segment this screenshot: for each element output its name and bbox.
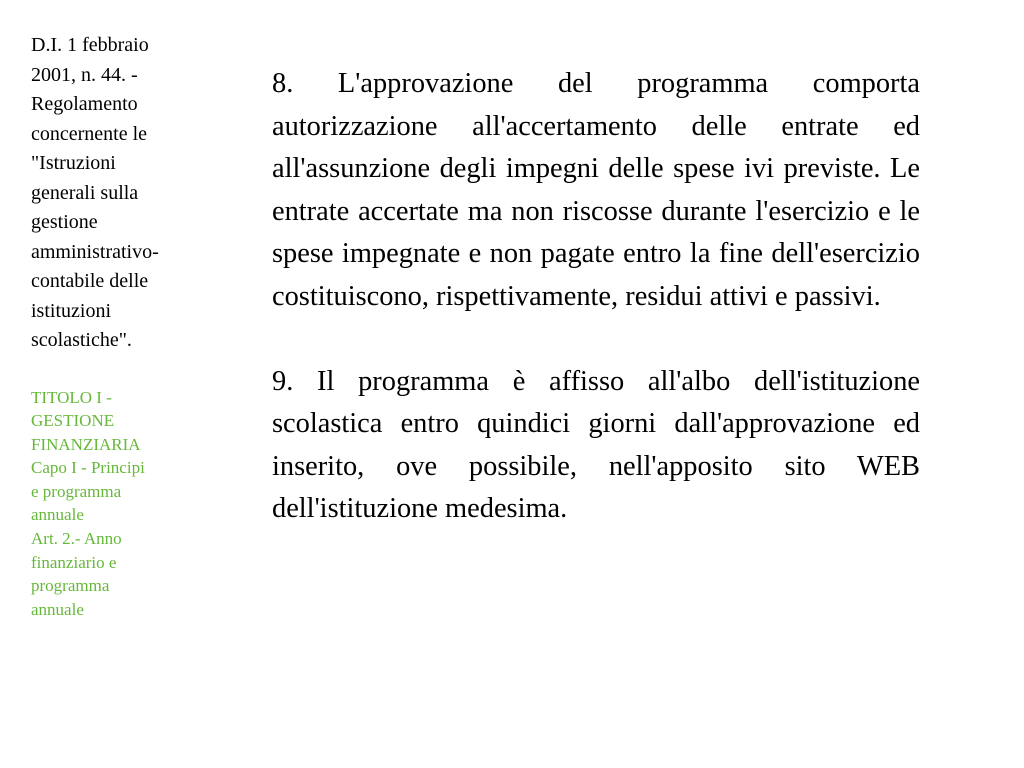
sidebar xyxy=(31,31,221,621)
capo-heading: Capo I - Principi e programma annuale xyxy=(31,458,145,525)
section-heading xyxy=(31,386,221,622)
document-title: D.I. 1 febbraio 2001, n. 44. - Regolamento concernente le "Istruzioni generali sulla gestione amministrativo- contabile delle istituzioni scolastiche". xyxy=(31,34,159,351)
paragraph-9: 9. Il programma è affisso all'albo dell'istituzione scolastica entro quindici giorni dall'approvazione ed inserito, ove possibile, nell'apposito sito WEB dell'istituzione medesima. xyxy=(272,365,920,525)
main-content xyxy=(272,63,920,531)
titolo-heading: TITOLO I - GESTIONE FINANZIARIA xyxy=(31,387,141,454)
paragraph-8: 8. L'approvazione del programma comporta autorizzazione all'accertamento delle entrate ed all'assunzione degli impegni delle spese ivi previste. Le entrate accertate ma non riscosse durante l'esercizio e le spese impegnate e non pagate entro la fine dell'esercizio costituiscono, rispettivamente, residui attivi e passivi. xyxy=(272,68,920,312)
article-heading: Art. 2.- Anno finanziario e programma annuale xyxy=(31,529,122,619)
